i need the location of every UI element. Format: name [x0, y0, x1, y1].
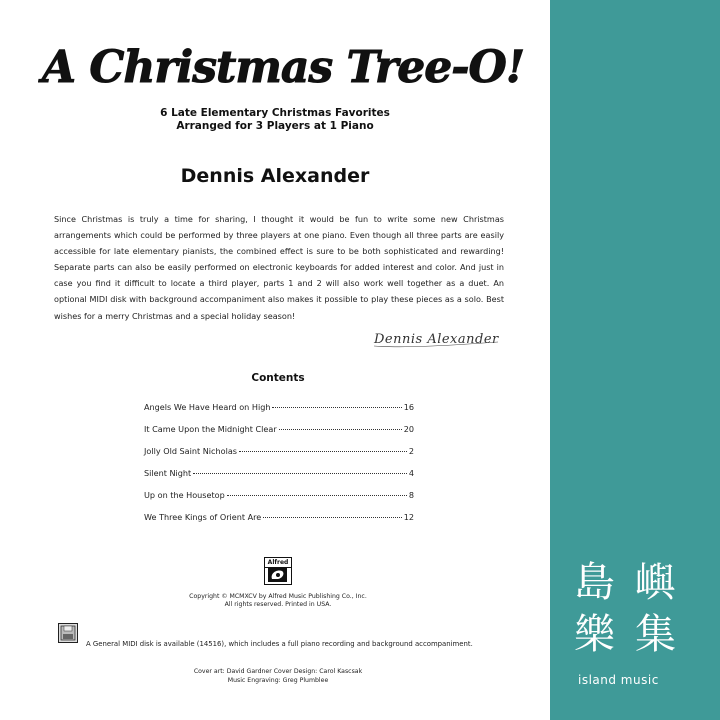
toc-entry	[144, 512, 414, 534]
toc-entry	[144, 402, 414, 424]
table-of-contents	[144, 402, 414, 534]
subtitle-line-1: 6 Late Elementary Christmas Favorites	[160, 107, 390, 119]
book-title	[38, 24, 528, 104]
toc-entry-title: Angels We Have Heard on High	[144, 402, 271, 412]
toc-leader-dots	[272, 407, 401, 408]
brand-logo-english: island music	[578, 673, 659, 687]
toc-entry	[144, 490, 414, 512]
copyright-line-2: All rights reserved. Printed in USA.	[224, 601, 332, 609]
toc-leader-dots	[239, 451, 407, 452]
alfred-logo-text: Alfred	[265, 558, 291, 568]
alfred-logo-icon	[268, 568, 287, 582]
toc-entry-page: 12	[403, 512, 414, 522]
alfred-logo	[264, 557, 292, 585]
toc-entry-page: 8	[408, 490, 414, 500]
signature-text: Dennis Alexander	[374, 332, 499, 347]
contents-heading: Contents	[251, 372, 305, 384]
credits-line-1: Cover art: David Gardner Cover Design: Carol Kascsak	[193, 668, 363, 675]
toc-entry-page: 2	[408, 446, 414, 456]
toc-leader-dots	[193, 473, 407, 474]
toc-leader-dots	[227, 495, 407, 496]
toc-leader-dots	[263, 517, 401, 518]
book-subtitle	[0, 107, 550, 133]
subtitle-line-2: Arranged for 3 Players at 1 Piano	[176, 120, 374, 132]
toc-entry	[144, 424, 414, 446]
book-title-text: A Christmas Tree-O!	[41, 42, 525, 93]
toc-entry-title: Jolly Old Saint Nicholas	[144, 446, 238, 456]
toc-entry	[144, 446, 414, 468]
toc-entry-title: It Came Upon the Midnight Clear	[144, 424, 277, 434]
copyright-line-1: Copyright © MCMXCV by Alfred Music Publishing Co., Inc.	[189, 593, 367, 600]
toc-entry-page: 16	[403, 402, 414, 412]
midi-disk-note: A General MIDI disk is available (14516), which includes a full piano recording and background accompaniment.	[86, 640, 473, 648]
brand-logo-cjk: 島嶼 樂集	[574, 558, 696, 658]
author-signature	[372, 326, 502, 350]
credits	[0, 668, 556, 685]
toc-entry-page: 20	[403, 424, 414, 434]
copyright-notice	[0, 593, 556, 610]
toc-entry	[144, 468, 414, 490]
toc-leader-dots	[279, 429, 402, 430]
toc-entry-title: Up on the Housetop	[144, 490, 225, 500]
toc-entry-title: Silent Night	[144, 468, 192, 478]
credits-line-2: Music Engraving: Greg Plumblee	[227, 676, 329, 684]
toc-entry-page: 4	[408, 468, 414, 478]
intro-paragraph: Since Christmas is truly a time for sharing, I thought it would be fun to write some new Christmas arrangements which could be performed by three players at one piano. Even though all three parts are easily accessible for late elementary pianists, the combined effect is sure to be both sophisticated and rewarding! Separate parts can also be easily performed on electronic keyboards for added interest and color. And just in case you find it difficult to locate a third player, parts 1 and 2 will also work well together as a duet. An optional MIDI disk with background accompaniment also makes it possible to play these pieces as a solo. Best wishes for a merry Christmas and a special holiday season!	[54, 214, 504, 321]
midi-disk-icon	[58, 623, 78, 643]
toc-entry-title: We Three Kings of Orient Are	[144, 512, 262, 522]
author-name: Dennis Alexander	[180, 165, 370, 187]
